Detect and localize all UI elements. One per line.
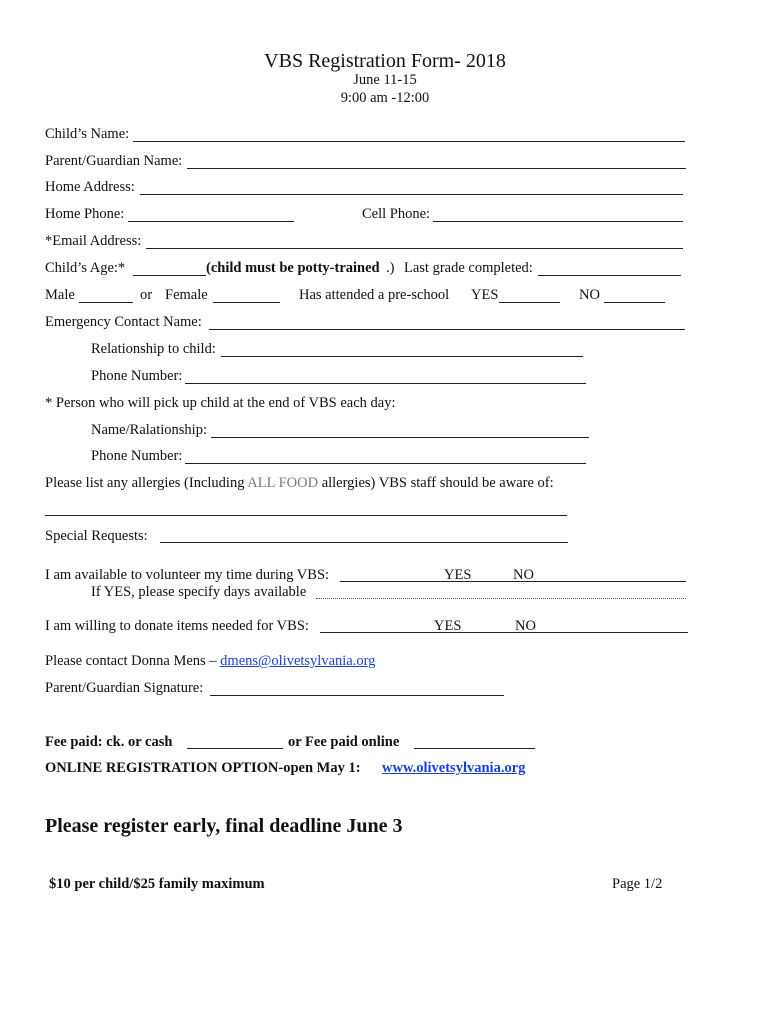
donate-no[interactable]: NO [515,618,536,634]
emergency-name-label: Emergency Contact Name: [45,314,202,330]
form-title: VBS Registration Form- 2018 [264,50,506,72]
home-phone-field[interactable] [128,221,294,222]
child-age-field[interactable] [133,275,206,276]
fee-online-field[interactable] [414,748,535,749]
home-phone-label: Home Phone: [45,206,125,222]
contact-label: Please contact Donna Mens – [45,653,221,669]
child-age-label: Child’s Age:* [45,260,126,276]
or-label: or [140,287,153,303]
signature-field[interactable] [210,695,504,696]
contact-text [45,652,375,670]
allergies-label-food: ALL FOOD [247,475,319,491]
emergency-phone-field[interactable] [185,383,586,384]
relationship-label: Relationship to child: [91,341,216,357]
parent-name-field[interactable] [187,168,686,169]
fee-paid-label: Fee paid: ck. or cash [45,734,173,750]
volunteer-yes[interactable]: YES [444,567,472,583]
preschool-no-label: NO [579,287,600,303]
website-link[interactable]: www.olivetsylvania.org [382,760,526,776]
last-grade-label: Last grade completed: [404,260,533,276]
name-relationship-field[interactable] [211,437,589,438]
cell-phone-label: Cell Phone: [362,206,431,222]
potty-note: (child must be potty-trained [206,260,380,276]
donate-label: I am willing to donate items needed for VBS: [45,618,309,634]
special-requests-field[interactable] [160,542,568,543]
volunteer-no[interactable]: NO [513,567,534,583]
cell-phone-field[interactable] [433,221,683,222]
preschool-label: Has attended a pre-school [299,287,450,303]
online-option-label: ONLINE REGISTRATION OPTION-open May 1: [45,760,361,776]
last-grade-field[interactable] [538,275,681,276]
allergies-field[interactable] [45,515,567,516]
female-label: Female [165,287,208,303]
child-name-field[interactable] [133,141,685,142]
email-field[interactable] [146,248,683,249]
price-note: $10 per child/$25 family maximum [49,876,265,892]
donate-field[interactable] [320,632,688,633]
page-number: Page 1/2 [612,876,663,892]
home-address-field[interactable] [140,194,683,195]
fee-online-label: or Fee paid online [288,734,400,750]
event-dates: June 11-15 [353,72,417,88]
name-relationship-label: Name/Ralationship: [91,422,207,438]
emergency-phone-label: Phone Number: [91,368,183,384]
allergies-label [45,474,554,492]
volunteer-label: I am available to volunteer my time during VBS: [45,567,330,583]
allergies-label-post: allergies) VBS staff should be aware of: [318,475,554,491]
female-field[interactable] [213,302,280,303]
donate-yes[interactable]: YES [434,618,462,634]
male-field[interactable] [79,302,133,303]
special-requests-label: Special Requests: [45,528,148,544]
home-address-label: Home Address: [45,179,135,195]
volunteer-days-field[interactable] [316,598,686,599]
relationship-field[interactable] [221,356,583,357]
allergies-label-pre: Please list any allergies (Including [45,475,248,491]
preschool-yes-field[interactable] [499,302,560,303]
pickup-phone-field[interactable] [185,463,586,464]
child-name-label: Child’s Name: [45,126,130,142]
parent-name-label: Parent/Guardian Name: [45,153,183,169]
male-label: Male [45,287,75,303]
email-label: *Email Address: [45,233,142,249]
emergency-name-field[interactable] [209,329,685,330]
event-time: 9:00 am -12:00 [340,90,430,106]
deadline-heading: Please register early, final deadline June 3 [45,815,403,837]
fee-cash-field[interactable] [187,748,283,749]
pickup-heading: * Person who will pick up child at the end of VBS each day: [45,395,396,411]
volunteer-days-label: If YES, please specify days available [91,584,307,600]
preschool-no-field[interactable] [604,302,665,303]
contact-email-link[interactable]: dmens@olivetsylvania.org [220,653,376,669]
signature-label: Parent/Guardian Signature: [45,680,204,696]
potty-close: .) [386,260,395,276]
preschool-yes-label: YES [471,287,499,303]
pickup-phone-label: Phone Number: [91,448,183,464]
